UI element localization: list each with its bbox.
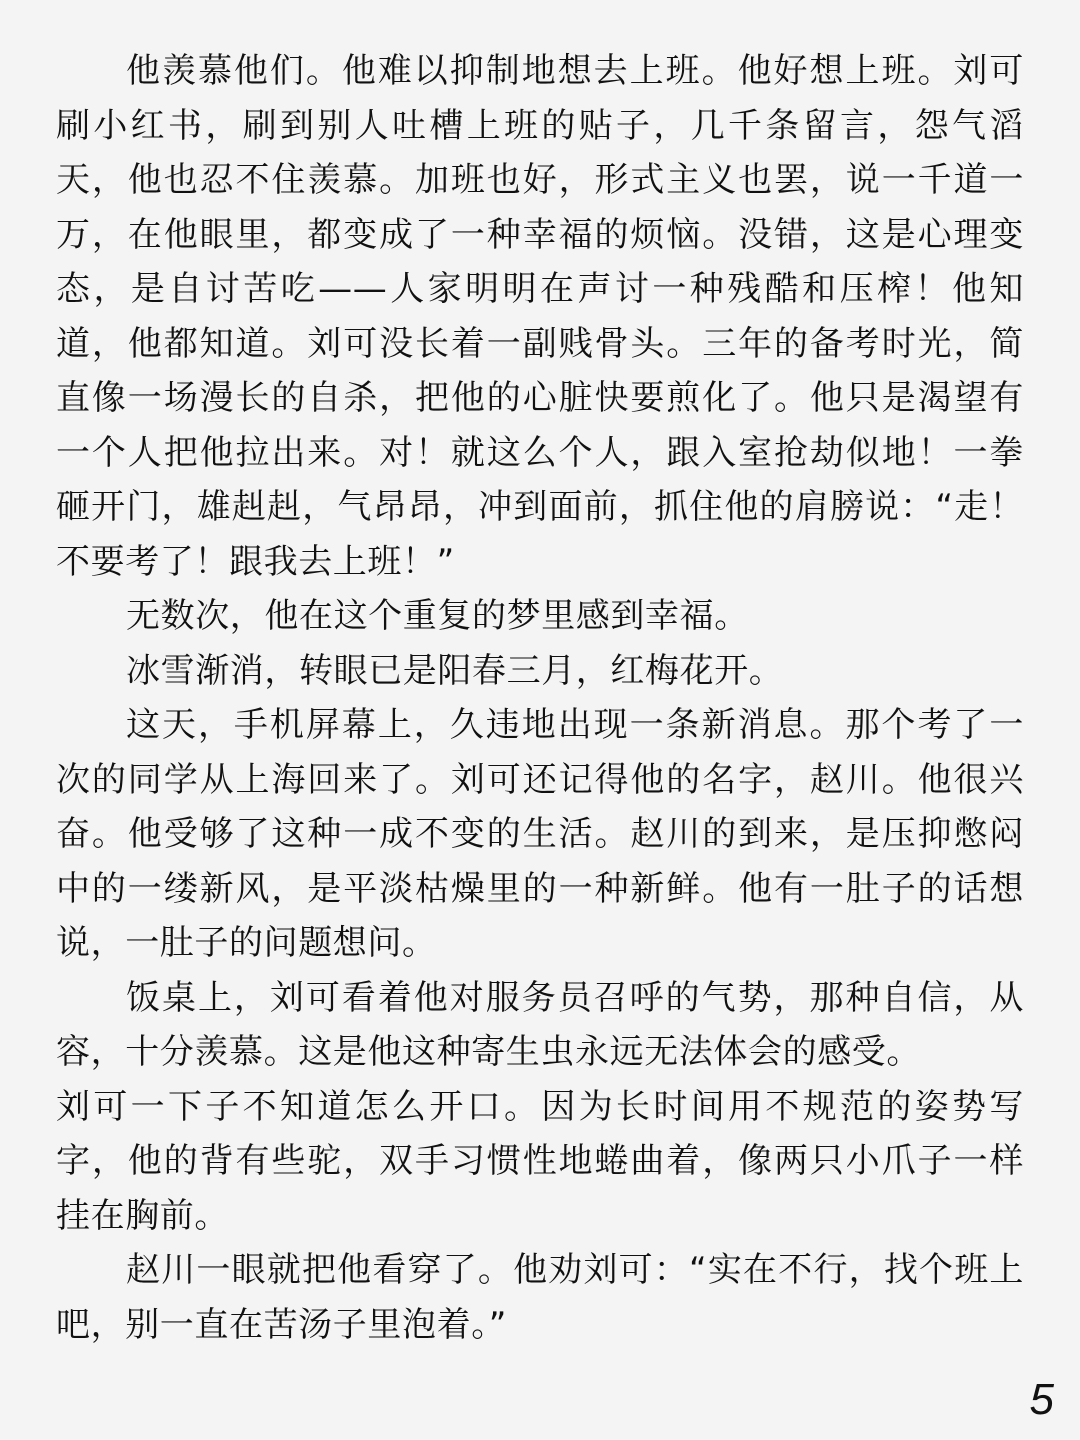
paragraph: 这天，手机屏幕上，久违地出现一条新消息。那个考了一次的同学从上海回来了。刘可还记得他的名字，赵川。他很兴奋。他受够了这种一成不变的生活。赵川的到来，是压抑憋闷中的一缕新风，是平淡枯燥里的一种新鲜。他有一肚子的话想说，一肚子的问题想问。 xyxy=(56,705,1024,963)
paragraph: 无数次，他在这个重复的梦里感到幸福。 xyxy=(126,596,749,636)
paragraph: 赵川一眼就把他看穿了。他劝刘可：“实在不行，找个班上吧，别一直在苦汤子里泡着。” xyxy=(56,1250,1024,1345)
page-number: 5 xyxy=(1029,1375,1054,1424)
paragraph: 饭桌上，刘可看着他对服务员召呼的气势，那种自信，从容，十分羡慕。这是他这种寄生虫永远无法体会的感受。 xyxy=(56,977,1024,1072)
document-body xyxy=(56,44,1024,1352)
paragraph: 刘可一下子不知道怎么开口。因为长时间用不规范的姿势写字，他的背有些驼，双手习惯性地蜷曲着，像两只小爪子一样挂在胸前。 xyxy=(56,1086,1024,1236)
paragraph: 冰雪渐消，转眼已是阳春三月，红梅花开。 xyxy=(126,650,784,691)
paragraph: 他羡慕他们。他难以抑制地想去上班。他好想上班。刘可刷小红书，刷到别人吐槽上班的贴子，几千条留言，怨气滔天，他也忍不住羡慕。加班也好，形式主义也罢，说一千道一万，在他眼里，都变成了一种幸福的烦恼。没错，这是心理变态，是自讨苦吃——人家明明在声讨一种残酷和压榨！他知道，他都知道。刘可没长着一副贱骨头。三年的备考时光，简直像一场漫长的自杀，把他的心脏快要煎化了。他只是渴望有一个人把他拉出来。对！就这么个人，跟入室抢劫似地！一拳砸开门，雄赳赳，气昂昂，冲到面前，抓住他的肩膀说：“走！不要考了！跟我去上班！” xyxy=(56,51,1024,582)
